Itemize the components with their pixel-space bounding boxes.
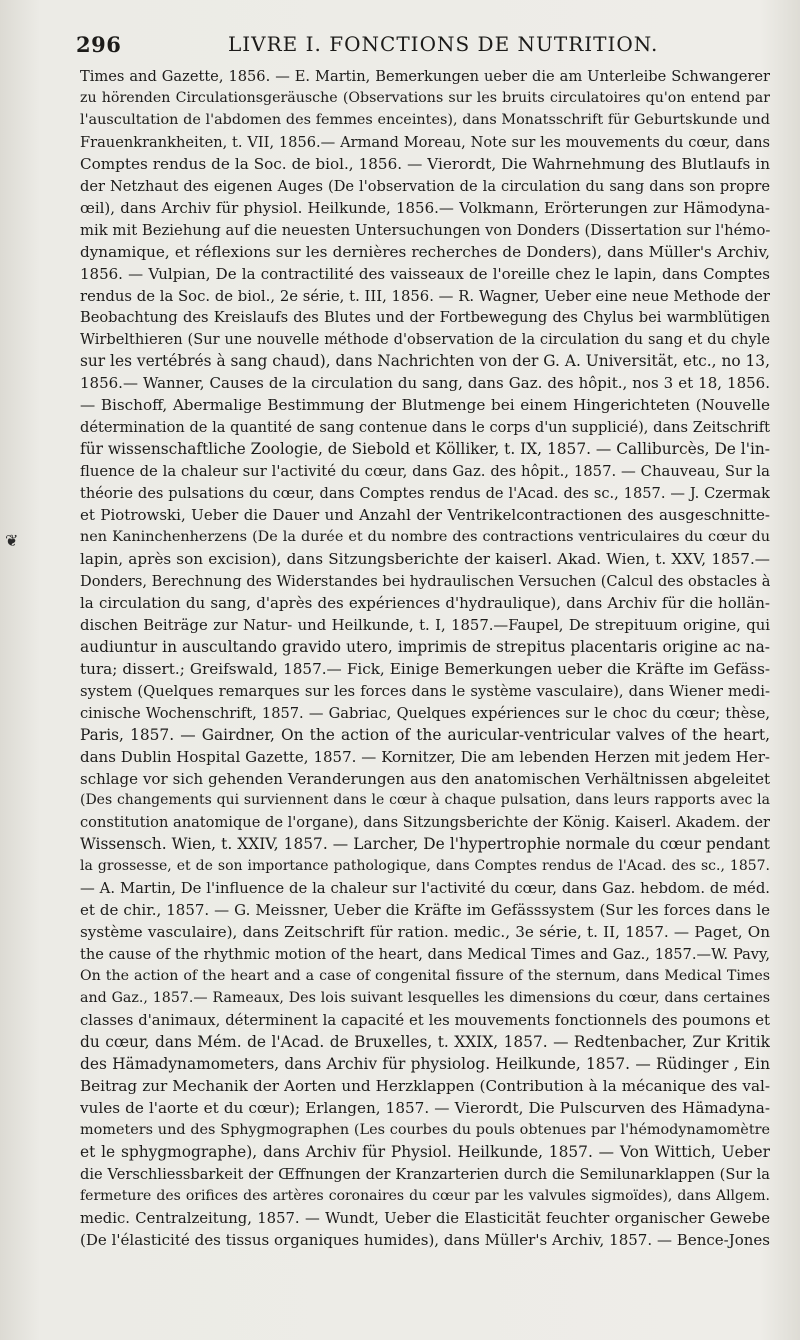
text-line: l'auscultation de l'abdomen des femmes enceintes), dans Monatsschrift für Geburtskunde und: [80, 111, 770, 128]
text-line: medic. Centralzeitung, 1857. — Wundt, Ueber die Elasticität feuchter organischer Gewebe: [80, 1209, 770, 1227]
text-line: Donders, Berechnung des Widerstandes bei hydraulischen Versuchen (Calcul des obstacles à: [80, 572, 770, 590]
text-line: Times and Gazette, 1856. — E. Martin, Bemerkungen ueber die am Unterleibe Schwangerer: [80, 68, 770, 85]
text-line: mik mit Beziehung auf die neuesten Untersuchungen von Donders (Dissertation sur l'hémo-: [80, 221, 770, 239]
text-line: zu hörenden Circulationsgeräusche (Observations sur les bruits circulatoires qu'on entend par: [80, 89, 770, 106]
text-line: fluence de la chaleur sur l'activité du cœur, dans Gaz. des hôpit., 1857. — Chauveau, Sur la: [80, 463, 770, 481]
text-line: and Gaz., 1857.— Rameaux, Des lois suivant lesquelles les dimensions du cœur, dans certaines: [80, 990, 770, 1007]
text-line: Wissensch. Wien, t. XXIV, 1857. — Larcher, De l'hypertrophie normale du cœur pendant: [80, 835, 770, 854]
text-line: (De l'élasticité des tissus organiques humides), dans Müller's Archiv, 1857. — Bence-Jones: [80, 1230, 770, 1249]
text-line: (Des changements qui surviennent dans le cœur à chaque pulsation, dans leurs rapports avec la: [80, 792, 770, 809]
text-line: et de chir., 1857. — G. Meissner, Ueber die Kräfte im Gefässsystem (Sur les forces dans le: [80, 901, 770, 920]
text-line: constitution anatomique de l'organe), dans Sitzungsberichte der König. Kaiserl. Akadem. der: [80, 814, 770, 832]
text-line: 1856. — Vulpian, De la contractilité des vaisseaux de l'oreille chez le lapin, dans Comptes: [80, 264, 770, 283]
text-line: — Bischoff, Abermalige Bestimmung der Blutmenge bei einem Hingerichteten (Nouvelle: [80, 396, 770, 415]
text-line: — A. Martin, De l'influence de la chaleur sur l'activité du cœur, dans Gaz. hebdom. de méd.: [80, 880, 770, 898]
text-line: et le sphygmographe), dans Archiv für Physiol. Heilkunde, 1857. — Von Wittich, Ueber: [80, 1142, 770, 1161]
text-line: the cause of the rhythmic motion of the heart, dans Medical Times and Gaz., 1857.—W. Pavy,: [80, 946, 770, 964]
text-line: die Verschliessbarkeit der Œffnungen der Kranzarterien durch die Semilunarklappen (Sur la: [80, 1165, 770, 1183]
bibliography-text: [80, 66, 770, 1251]
text-line: Frauenkrankheiten, t. VII, 1856.— Armand Moreau, Note sur les mouvements du cœur, dans: [80, 133, 770, 151]
text-line: et Piotrowski, Ueber die Dauer und Anzahl der Ventrikelcontractionen des ausgeschnitte-: [80, 506, 770, 525]
text-line: 1856.— Wanner, Causes de la circulation du sang, dans Gaz. des hôpit., nos 3 et 18, 1856.: [80, 374, 770, 393]
text-line: dynamique, et réflexions sur les dernières recherches de Donders), dans Müller's Archiv,: [80, 242, 770, 261]
margin-ornament-icon: ❦: [5, 531, 19, 550]
text-line: tura; dissert.; Greifswald, 1857.— Fick, Einige Bemerkungen ueber die Kräfte im Gefäss-: [80, 659, 770, 678]
text-line: nen Kaninchenherzens (De la durée et du nombre des contractions ventriculaires du cœur du: [80, 529, 770, 546]
text-line: du cœur, dans Mém. de l'Acad. de Bruxelles, t. XXIX, 1857. — Redtenbacher, Zur Kritik: [80, 1032, 770, 1051]
text-line: des Hämadynamometers, dans Archiv für physiolog. Heilkunde, 1857. — Rüdinger , Ein: [80, 1054, 770, 1073]
page-number: 296: [76, 32, 122, 57]
text-line: für wissenschaftliche Zoologie, de Siebold et Kölliker, t. IX, 1857. — Calliburcès, De l'in-: [80, 440, 770, 459]
text-line: détermination de la quantité de sang contenue dans le corps d'un supplicié), dans Zeitschrift: [80, 419, 770, 437]
text-line: mometers und des Sphygmographen (Les courbes du pouls obtenues par l'hémodynamomètre: [80, 1121, 770, 1138]
text-line: audiuntur in auscultando gravido utero, imprimis de strepitus placentaris origine ac na-: [80, 637, 770, 656]
text-line: la circulation du sang, d'après des expériences d'hydraulique), dans Archiv für die hollän-: [80, 593, 770, 612]
text-line: œil), dans Archiv für physiol. Heilkunde, 1856.— Volkmann, Erörterungen zur Hämodyna-: [80, 198, 770, 217]
text-line: lapin, après son excision), dans Sitzungsberichte der kaiserl. Akad. Wien, t. XXV, 1857.—: [80, 549, 770, 568]
text-line: dischen Beiträge zur Natur- und Heilkunde, t. I, 1857.—Faupel, De strepituum origine, qui: [80, 616, 770, 634]
text-line: Beobachtung des Kreislaufs des Blutes und der Fortbewegung des Chylus bei warmblütigen: [80, 309, 770, 327]
text-line: Comptes rendus de la Soc. de biol., 1856. — Vierordt, Die Wahrnehmung des Blutlaufs in: [80, 154, 770, 173]
running-head: LIVRE I. FONCTIONS DE NUTRITION.: [228, 32, 659, 56]
text-line: der Netzhaut des eigenen Auges (De l'observation de la circulation du sang dans son propre: [80, 177, 770, 195]
text-line: dans Dublin Hospital Gazette, 1857. — Kornitzer, Die am lebenden Herzen mit jedem Her-: [80, 747, 770, 766]
text-line: Paris, 1857. — Gairdner, On the action of the auricular-ventricular valves of the heart,: [80, 725, 770, 744]
text-line: schlage vor sich gehenden Veranderungen aus den anatomischen Verhältnissen abgeleitet: [80, 769, 770, 788]
text-line: classes d'animaux, déterminent la capacité et les mouvements fonctionnels des poumons et: [80, 1011, 770, 1029]
text-line: vules de l'aorte et du cœur); Erlangen, 1857. — Vierordt, Die Pulscurven des Hämadyna-: [80, 1098, 770, 1117]
text-line: system (Quelques remarques sur les forces dans le système vasculaire), dans Wiener medi-: [80, 682, 770, 700]
text-line: théorie des pulsations du cœur, dans Comptes rendus de l'Acad. des sc., 1857. — J. Czermak: [80, 485, 770, 503]
text-line: Wirbelthieren (Sur une nouvelle méthode d'observation de la circulation du sang et du chyle: [80, 331, 770, 349]
text-line: la grossesse, et de son importance pathologique, dans Comptes rendus de l'Acad. des sc., 1857.: [80, 858, 770, 875]
text-line: sur les vertébrés à sang chaud), dans Nachrichten von der G. A. Universität, etc., no 13,: [80, 352, 770, 371]
text-line: On the action of the heart and a case of congenital fissure of the sternum, dans Medical Times: [80, 968, 770, 985]
text-line: système vasculaire), dans Zeitschrift für ration. medic., 3e série, t. II, 1857. — Paget, On: [80, 923, 770, 942]
text-line: fermeture des orifices des artères coronaires du cœur par les valvules sigmoïdes), dans Allgem.: [80, 1187, 770, 1204]
text-line: rendus de la Soc. de biol., 2e série, t. III, 1856. — R. Wagner, Ueber eine neue Methode der: [80, 287, 770, 305]
text-line: Beitrag zur Mechanik der Aorten und Herzklappen (Contribution à la mécanique des val-: [80, 1076, 770, 1095]
page-header: [76, 28, 770, 62]
text-line: cinische Wochenschrift, 1857. — Gabriac, Quelques expériences sur le choc du cœur; thèse,: [80, 704, 770, 722]
